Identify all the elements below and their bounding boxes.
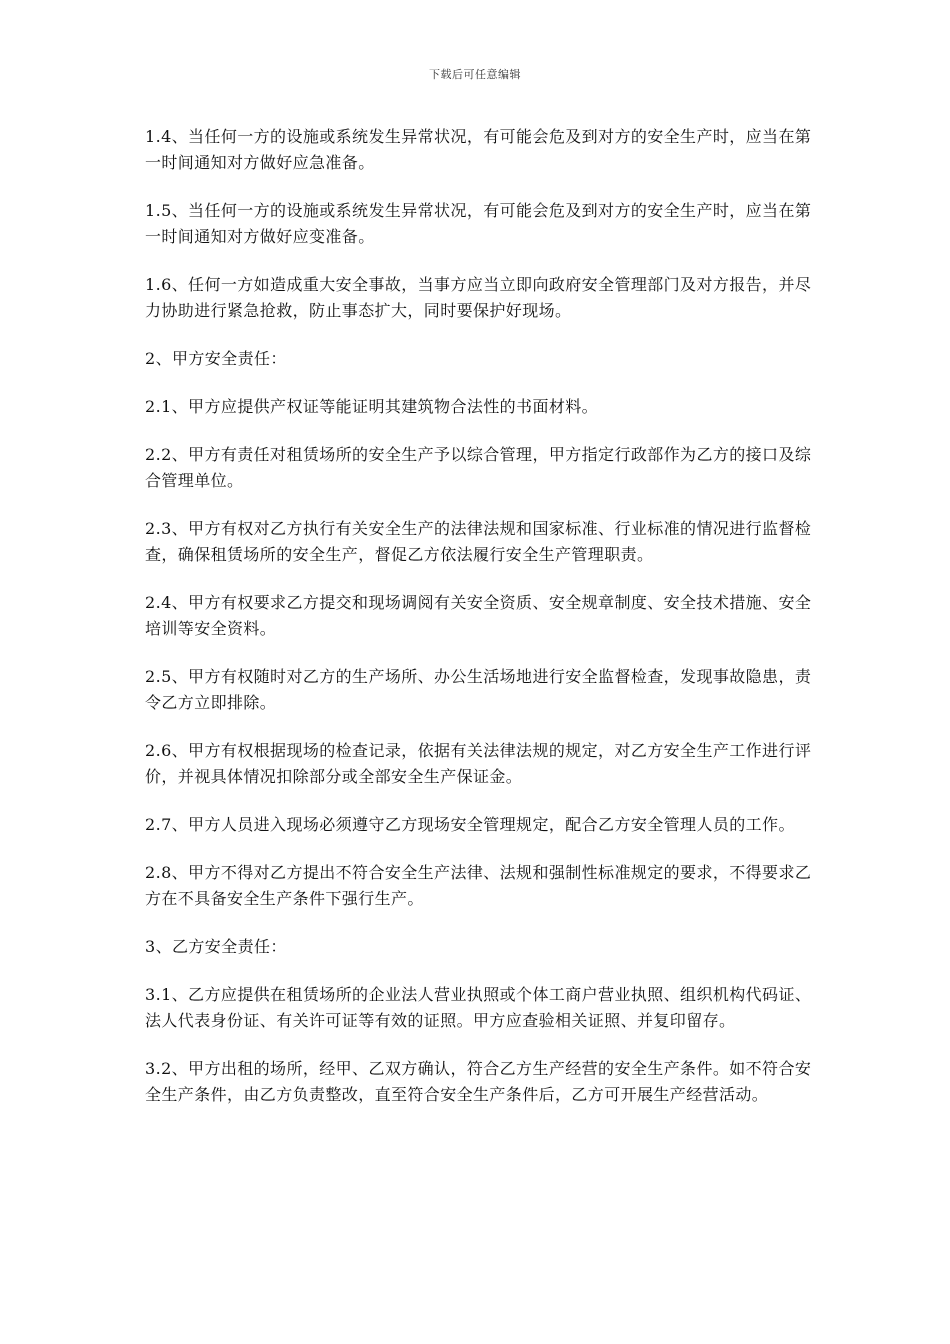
- paragraph-2-3: 2.3、甲方有权对乙方执行有关安全生产的法律法规和国家标准、行业标准的情况进行监督检查，确保租赁场所的安全生产，督促乙方依法履行安全生产管理职责。: [145, 519, 812, 564]
- paragraph-2-1: 2.1、甲方应提供产权证等能证明其建筑物合法性的书面材料。: [145, 397, 599, 416]
- section-heading-3: 3、乙方安全责任：: [145, 937, 287, 956]
- paragraph-2-5: 2.5、甲方有权随时对乙方的生产场所、办公生活场地进行安全监督检查，发现事故隐患，责令乙方立即排除。: [145, 667, 812, 712]
- paragraph-2-4: 2.4、甲方有权要求乙方提交和现场调阅有关安全资质、安全规章制度、安全技术措施、安全培训等安全资料。: [145, 593, 812, 638]
- document-body: [145, 124, 815, 1130]
- paragraph-1-6: 1.6、任何一方如造成重大安全事故，当事方应当立即向政府安全管理部门及对方报告，并尽力协助进行紧急抢救，防止事态扩大，同时要保护好现场。: [145, 275, 812, 320]
- page-header: 下载后可任意编辑: [429, 68, 521, 81]
- paragraph-2-7: 2.7、甲方人员进入现场必须遵守乙方现场安全管理规定，配合乙方安全管理人员的工作。: [145, 815, 795, 834]
- paragraph-1-4: 1.4、当任何一方的设施或系统发生异常状况，有可能会危及到对方的安全生产时，应当在第一时间通知对方做好应急准备。: [145, 127, 812, 172]
- paragraph-2-6: 2.6、甲方有权根据现场的检查记录，依据有关法律法规的规定，对乙方安全生产工作进行评价，并视具体情况扣除部分或全部安全生产保证金。: [145, 741, 812, 786]
- paragraph-2-8: 2.8、甲方不得对乙方提出不符合安全生产法律、法规和强制性标准规定的要求，不得要求乙方在不具备安全生产条件下强行生产。: [145, 863, 812, 908]
- section-heading-2: 2、甲方安全责任：: [145, 349, 287, 368]
- paragraph-3-2: 3.2、甲方出租的场所，经甲、乙双方确认，符合乙方生产经营的安全生产条件。如不符合安全生产条件，由乙方负责整改，直至符合安全生产条件后，乙方可开展生产经营活动。: [145, 1059, 812, 1104]
- paragraph-3-1: 3.1、乙方应提供在租赁场所的企业法人营业执照或个体工商户营业执照、组织机构代码证、法人代表身份证、有关许可证等有效的证照。甲方应查验相关证照、并复印留存。: [145, 985, 812, 1030]
- paragraph-1-5: 1.5、当任何一方的设施或系统发生异常状况，有可能会危及到对方的安全生产时，应当在第一时间通知对方做好应变准备。: [145, 201, 812, 246]
- paragraph-2-2: 2.2、甲方有责任对租赁场所的安全生产予以综合管理，甲方指定行政部作为乙方的接口及综合管理单位。: [145, 445, 812, 490]
